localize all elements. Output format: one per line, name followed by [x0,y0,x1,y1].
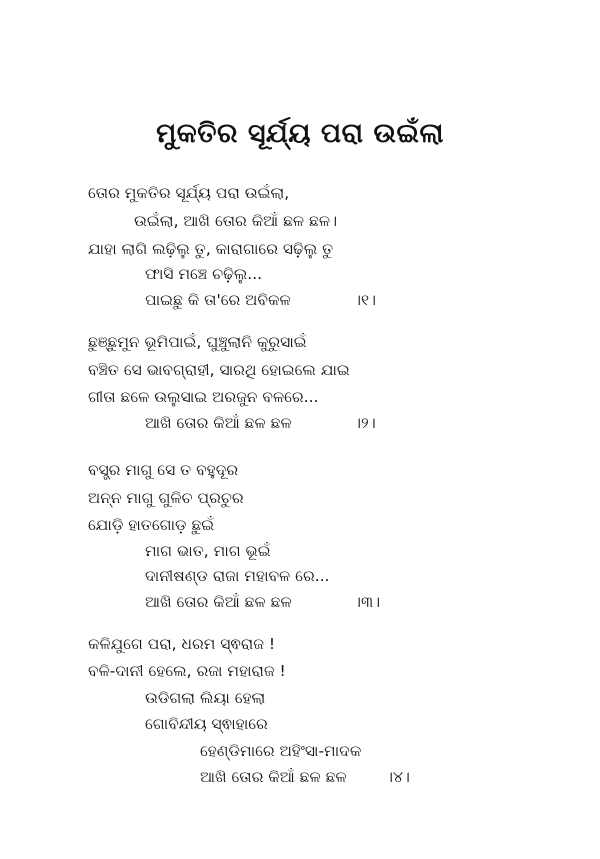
stanza-4-line-4: ଗୋବିନ୍ଦୀୟ ସ୍ଵାହାରେ [145,715,268,733]
stanza-4-line-5: ହେଣ୍ଡିମାରେ ଅହିଂସା-ମାଦକ [200,742,362,760]
stanza-4-line-2: ବଳି-ଦାନୀ ହେଲେ, ରଜା ମହାରାଜ ! [88,662,286,680]
stanza-4-line-3: ଉଡିଗଲା ଲିୟା ହେଲା [145,689,266,707]
stanza-1-line-3: ଯାହା ଲାଗି ଲଢ଼ିଲୁ ତୁ, କାରାଗାରେ ସଢ଼ିଲୁ ତୁ [88,240,334,258]
stanza-3-line-6: ଆଖି ତୋର କିଆଁ ଛଳ ଛଳ [145,593,292,611]
stanza-1-line-2: ଉଇଁଲା, ଆଖି ତୋର କିଆଁ ଛଳ ଛଳ। [134,212,338,230]
stanza-2-number: ।୨। [354,414,376,432]
stanza-1-line-4: ଫାସି ମଞ୍ଚେ ଚଢ଼ିଲୁ... [145,265,263,283]
stanza-1-number: ।୧। [354,291,377,309]
poem-title: ମୁକତିର ସୂର୍ଯ୍ୟ ପରା ଉଇଁଲା [156,118,444,149]
stanza-2-line-1: ଛୁଞ୍ଛୁମୁନ ଭୂମିପାଇଁ, ଘୁଞ୍ଚୁଲାନି କୁରୁସାଇଁ [88,333,307,351]
stanza-4-number: ।୪। [386,768,410,786]
stanza-2-line-2: ବଞ୍ଚିତ ସେ ଭାବଗ୍ରାହୀ, ସାରଥି ହୋଇଲେ ଯାଇ [88,361,350,379]
stanza-3-line-3: ଯୋଡ଼ି ହାତଗୋଡ଼ ଛୁଇଁ [88,516,215,534]
stanza-2-line-4: ଆଖି ତୋର କିଆଁ ଛଳ ଛଳ [145,414,292,432]
stanza-3-line-1: ବସ୍ତ୍ର ମାଗୁ ସେ ତ ବହୁଦୂର [88,461,239,479]
stanza-1-line-1: ତୋର ମୁକତିର ସୂର୍ଯ୍ୟ ପରା ଉଇଁଲା, [88,184,290,202]
stanza-3-line-5: ଦାନୀଷଣ୍ଡ ରାଜା ମହାବଳ ରେ... [145,567,330,585]
stanza-3-line-2: ଅନ୍ନ ମାଗୁ ଗୁଳିଚ ପ୍ରଚୁର [88,489,244,507]
stanza-1-line-5: ପାଇଛୁ କି ତା'ରେ ଅବିକଳ [145,291,291,309]
stanza-3-line-4: ମାଗ ଭାତ, ମାଗ ଭୂଇଁ [145,542,271,560]
stanza-2-line-3: ଗୀତା ଛଳେ ଉଲୁସାଇ ଅରଜୁନ ବଳରେ... [88,388,319,406]
stanza-4-line-1: କଳିଯୁଗେ ପରା, ଧରମ ସ୍ଵରାଜ ! [88,635,276,653]
stanza-4-line-6: ଆଖି ତୋର କିଆଁ ଛଳ ଛଳ [200,768,347,786]
stanza-3-number: ।୩। [354,593,381,611]
